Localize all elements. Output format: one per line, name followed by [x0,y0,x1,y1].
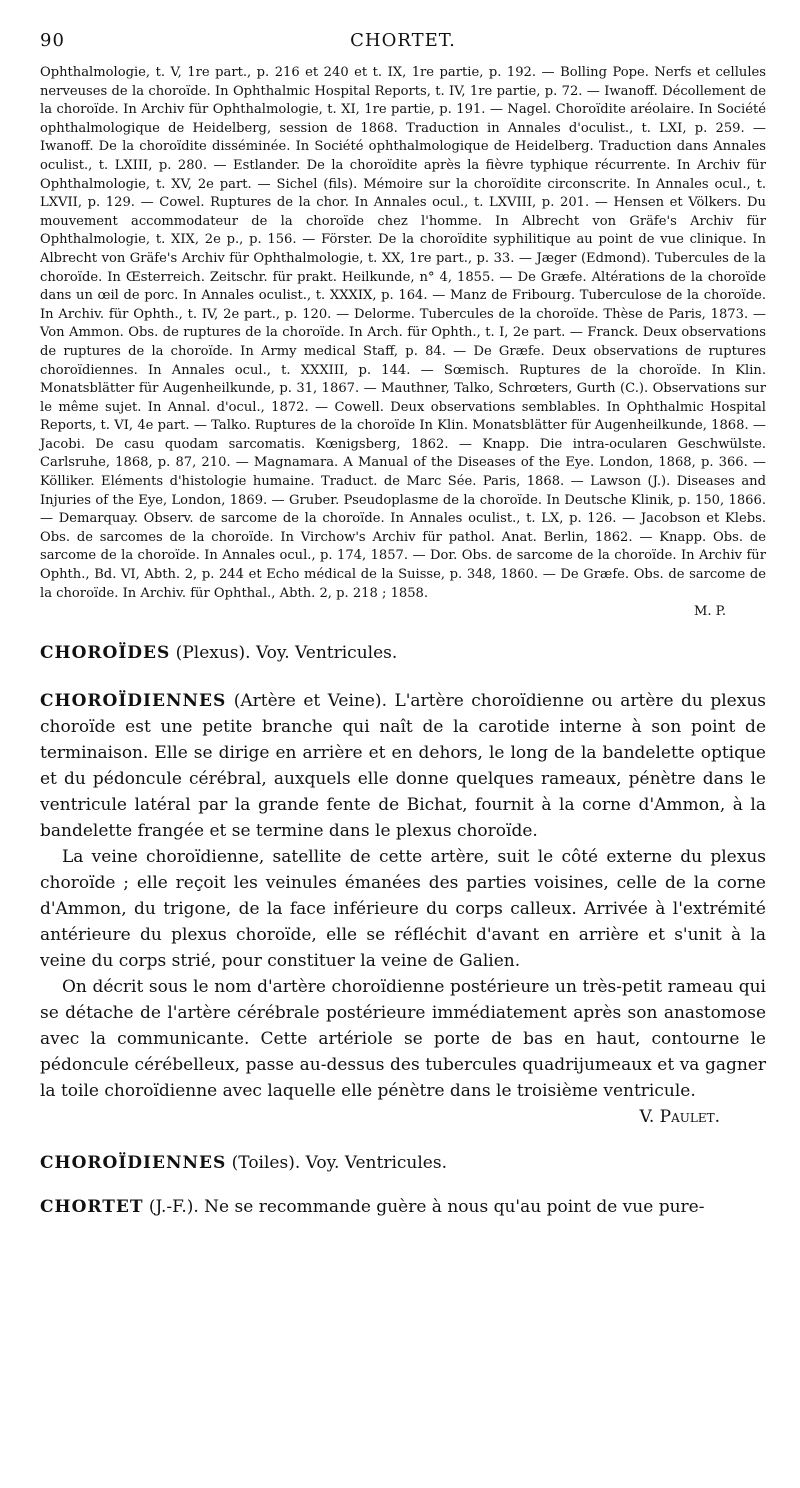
entry-choroidiennes-toiles [40,1150,766,1176]
entry-signature: V. Paulet. [639,1106,720,1127]
entry-headword: CHOROÏDIENNES [40,1152,227,1173]
entry-choroidiennes-artere-veine [40,688,766,1130]
entry-chortet [40,1194,766,1220]
entry-paragraph: La veine choroïdienne, satellite de cette artère, suit le côté externe du plexus choroïde ; elle reçoit les veinules émanées des parties voisines, celle de la corne d'Ammon, du trigone, de la face inférieure du corps calleux. Arrivée à l'extrémité antérieure du plexus choroïde, elle se réfléchit d'avant en arrière et s'unit à la veine du corps strié, pour constituer la veine de Galien. [40,846,766,971]
page [40,24,766,1220]
entry-headword: CHOROÏDIENNES [40,690,227,711]
entry-headword: CHOROÏDES [40,642,171,663]
bibliography-signature: M. P. [693,604,726,620]
bibliography-block [40,64,766,622]
entry-headword: CHORTET [40,1196,144,1217]
running-head: CHORTET. [350,30,456,51]
entry-text: (J.-F.). Ne se recommande guère à nous qu'au point de vue pure- [143,1196,705,1217]
page-header [40,24,766,54]
bibliography-text: Ophthalmologie, t. V, 1re part., p. 216 et 240 et t. IX, 1re partie, p. 192. — Bolling Pope. Nerfs et cellules nerveuses de la choroïde. In Ophthalmic Hospital Reports, t. IV, 1re partie, p. 72. — Iwanoff. Décollement de la choroïde. In Archiv für Ophthalmologie, t. XI, 1re partie, p. 191. — Nagel. Choroïdite aréolaire. In Société ophthalmologique de Heidelberg, session de 1868. Traduction in Annales d'oculist., t. LXI, p. 259. — Iwanoff. De la choroïdite disséminée. In Société ophthalmologique de Heidelberg. Traduction dans Annales oculist., t. LXIII, p. 280. — Estlander. De la choroïdite après la fièvre typhique récurrente. In Archiv für Ophthalmologie, t. XV, 2e part. — Sichel (fils). Mémoire sur la choroïdite circonscrite. In Annales ocul., t. LXVII, p. 129. — Cowel. Ruptures de la chor. In Annales ocul., t. LXVIII, p. 201. — Hensen et Völkers. Du mouvement accommodateur de la choroïde chez l'homme. In Albrecht von Gräfe's Archiv für Ophthalmologie, t. XIX, 2e p., p. 156. — Förster. De la choroïdite syphilitique au point de vue clinique. In Albrecht von Gräfe's Archiv für Ophthalmologie, t. XX, 1re part., p. 33. — Jæger (Edmond). Tubercules de la choroïde. In Œsterreich. Zeitschr. für prakt. Heilkunde, n° 4, 1855. — De Græfe. Altérations de la choroïde dans un œil de porc. In Annales oculist., t. XXXIX, p. 164. — Manz de Fribourg. Tuberculose de la choroïde. In Archiv. für Ophth., t. IV, 2e part., p. 120. — Delorme. Tubercules de la choroïde. Thèse de Paris, 1873. — Von Ammon. Obs. de ruptures de la choroïde. In Arch. für Ophth., t. I, 2e part. — Franck. Deux observations de ruptures de la choroïde. In Army medical Staff, p. 84. — De Græfe. Deux observations de ruptures choroïdiennes. In Annales ocul., t. XXXIII, p. 144. — Sœmisch. Ruptures de la choroïde. In Klin. Monatsblätter für Augenheilkunde, p. 31, 1867. — Mauthner, Talko, Schrœters, Gurth (C.). Observations sur le même sujet. In Annal. d'ocul., 1872. — Cowell. Deux observations semblables. In Ophthalmic Hospital Reports, t. VI, 4e part. — Talko. Ruptures de la choroïde In Klin. Monatsblätter für Augenheilkunde, 1868. — Jacobi. De casu quodam sarcomatis. Kœnigsberg, 1862. — Knapp. Die intra-ocularen Geschwülste. Carlsruhe, 1868, p. 87, 210. — Magnamara. A Manual of the Diseases of the Eye. London, 1868, p. 366. — Kölliker. Eléments d'histologie humaine. Traduct. de Marc Sée. Paris, 1868. — Lawson (J.). Diseases and Injuries of the Eye, London, 1869. — Gruber. Pseudoplasme de la choroïde. In Deutsche Klinik, p. 150, 1866. — Demarquay. Observ. de sarcome de la choroïde. In Annales oculist., t. LX, p. 126. — Jacobson et Klebs. Obs. de sarcomes de la choroïde. In Virchow's Archiv für pathol. Anat. Berlin, 1862. — Knapp. Obs. de sarcome de la choroïde. In Annales ocul., p. 174, 1857. — Dor. Obs. de sarcome de la choroïde. In Archiv für Ophth., Bd. VI, Abth. 2, p. 244 et Echo médical de la Suisse, p. 348, 1860. — De Græfe. Obs. de sarcome de la choroïde. In Archiv. für Ophthal., Abth. 2, p. 218 ; 1858. [40,65,766,601]
entry-choroides [40,640,766,666]
entry-paragraph: (Artère et Veine). L'artère choroïdienne ou artère du plexus choroïde est une petite branche qui naît de la carotide interne à son point de terminaison. Elle se dirige en arrière et en dehors, le long de la bandelette optique et du pédoncule cérébral, auxquels elle donne quelques rameaux, pénètre dans le ventricule latéral par la grande fente de Bichat, fournit à la corne d'Ammon, à la bandelette frangée et se termine dans le plexus choroïde. [40,690,766,841]
entry-text: (Toiles). Voy. Ventricules. [226,1152,447,1173]
entry-text: (Plexus). Voy. Ventricules. [170,642,398,663]
page-number: 90 [40,30,65,51]
entry-paragraph: On décrit sous le nom d'artère choroïdienne postérieure un très-petit rameau qui se détache de l'artère cérébrale postérieure immédiatement après son anastomose avec la communicante. Cette artériole se porte de bas en haut, contourne le pédoncule cérébelleux, passe au-dessus des tubercules quadrijumeaux et va gagner la toile choroïdienne avec laquelle elle pénètre dans le troisième ventricule. [40,976,766,1101]
